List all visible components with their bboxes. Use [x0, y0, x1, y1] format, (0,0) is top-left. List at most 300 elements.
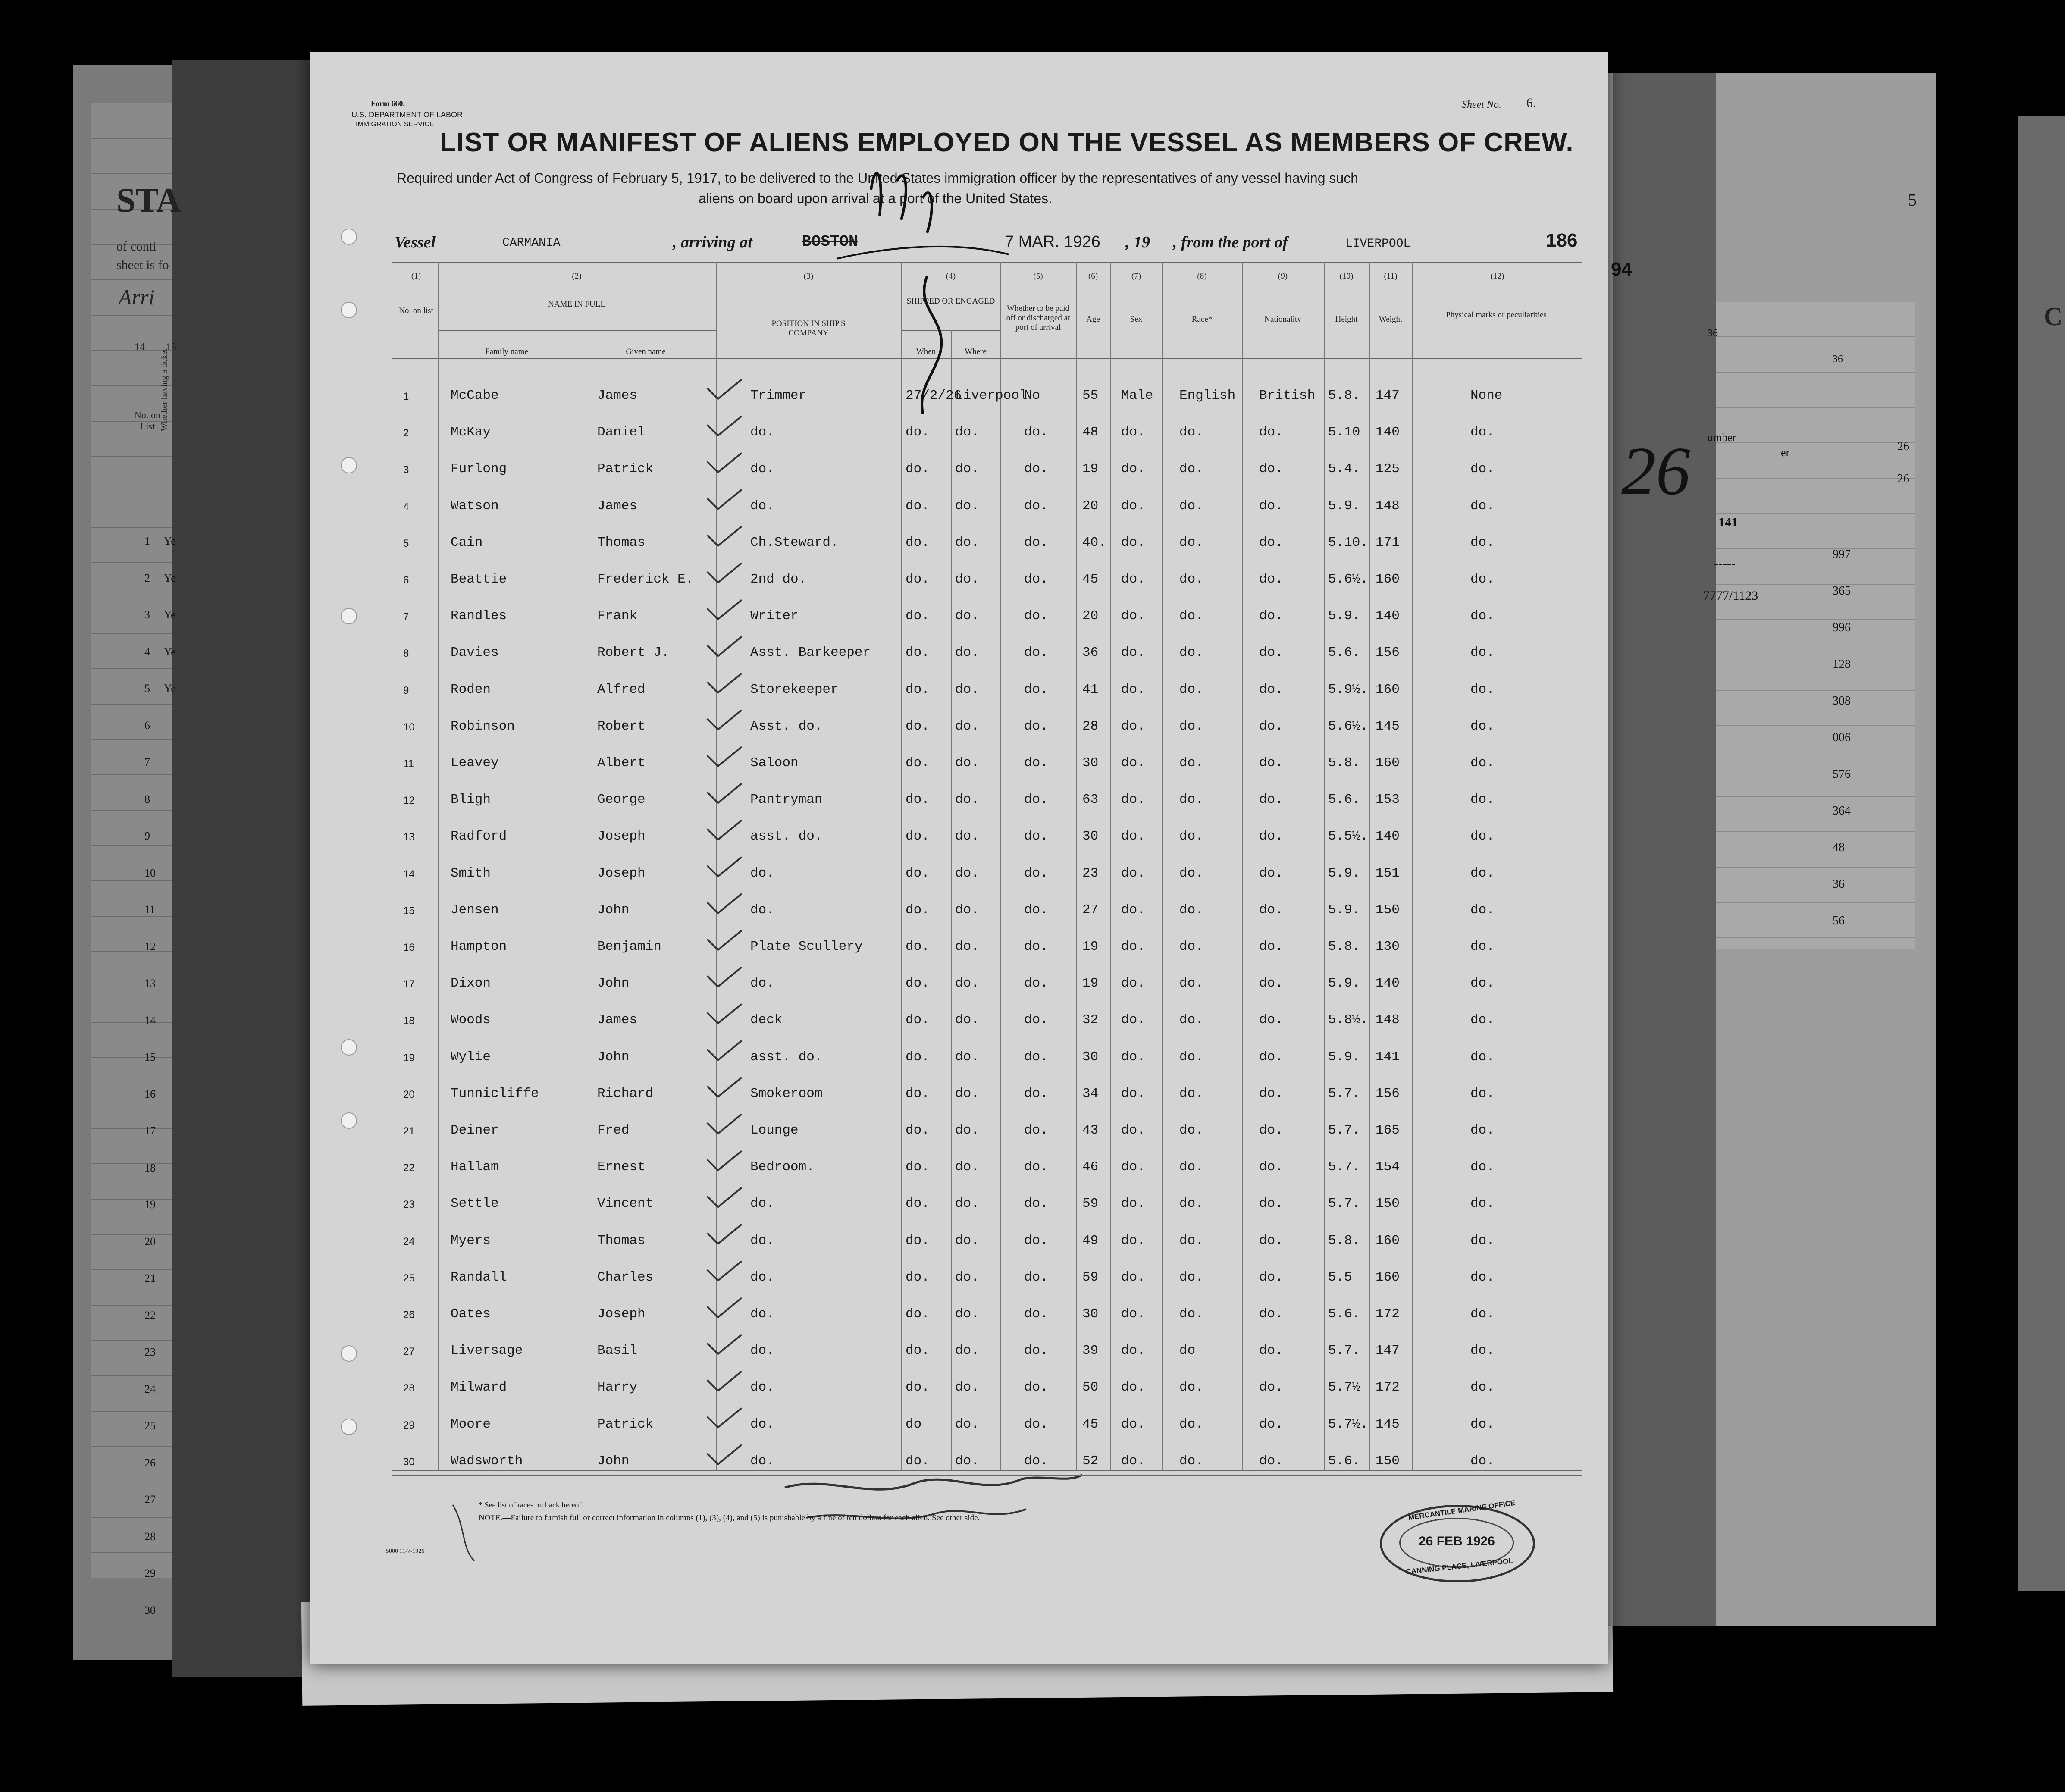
cell-shipped-when: do. — [906, 718, 930, 734]
cell-position: asst. do. — [750, 829, 823, 844]
checkmark — [707, 563, 742, 583]
left-row-number: 20 — [144, 1235, 156, 1248]
cell-nationality: do. — [1259, 718, 1283, 734]
left-yes-mark: Ye — [164, 535, 176, 547]
cell-race: do. — [1179, 682, 1203, 697]
cell-race: do. — [1179, 976, 1203, 991]
background-page-right-dark — [1613, 73, 1716, 1626]
cell-row-number: 28 — [403, 1382, 415, 1394]
left-row-number: 28 — [144, 1530, 156, 1543]
cell-physical-marks: do. — [1470, 572, 1495, 587]
right-col-number: 94 — [1611, 259, 1632, 280]
left-col14: 14 — [135, 341, 145, 353]
cell-race: do. — [1179, 792, 1203, 808]
cell-sex: do. — [1121, 755, 1145, 771]
cell-shipped-where: do. — [955, 1233, 979, 1248]
cell-paid-off: do. — [1024, 1012, 1048, 1028]
cell-position: Bedroom. — [750, 1159, 815, 1175]
cell-shipped-where: do. — [955, 1343, 979, 1359]
left-row-number: 16 — [144, 1087, 156, 1100]
cell-paid-off: do. — [1024, 608, 1048, 624]
checkmark — [707, 416, 742, 435]
cell-shipped-when: do. — [906, 608, 930, 624]
cell-position: 2nd do. — [750, 572, 807, 587]
col9-label: Nationality — [1264, 315, 1301, 324]
cell-given-name: Patrick — [597, 461, 654, 477]
cell-race: do. — [1179, 608, 1203, 624]
cell-row-number: 5 — [403, 537, 409, 549]
cell-position: do. — [750, 1269, 774, 1285]
cell-physical-marks: do. — [1470, 1233, 1495, 1248]
cell-position: Asst. Barkeeper — [750, 645, 871, 661]
cell-physical-marks: do. — [1470, 425, 1495, 440]
cell-nationality: do. — [1259, 1196, 1283, 1212]
left-line2: sheet is fo — [116, 258, 169, 272]
cell-shipped-where: do. — [955, 792, 979, 808]
cell-shipped-where: do. — [955, 1123, 979, 1138]
col12-label: Physical marks or peculiarities — [1446, 310, 1547, 320]
left-row-number: 10 — [144, 866, 156, 879]
cell-nationality: do. — [1259, 792, 1283, 808]
cell-family-name: Beattie — [451, 572, 507, 587]
cell-sex: do. — [1121, 1343, 1145, 1359]
cell-height: 5.7. — [1328, 1343, 1360, 1359]
cell-age: 27 — [1082, 902, 1099, 918]
cell-position: Ch.Steward. — [750, 535, 839, 550]
cell-family-name: Watson — [451, 498, 499, 514]
cell-position: do. — [750, 1380, 774, 1395]
cell-nationality: do. — [1259, 865, 1283, 881]
cell-paid-off: do. — [1024, 682, 1048, 697]
left-row-number: 4 — [144, 645, 150, 658]
cell-nationality: do. — [1259, 1416, 1283, 1432]
mercantile-marine-stamp — [1380, 1498, 1535, 1582]
cell-shipped-when: do. — [906, 1086, 930, 1101]
checkmark — [707, 1371, 742, 1391]
stamp-bottom-text: CANNING PLACE, LIVERPOOL — [1405, 1557, 1513, 1576]
cell-family-name: Bligh — [451, 792, 491, 808]
cell-weight: 147 — [1376, 388, 1400, 403]
left-row-number: 11 — [144, 903, 156, 916]
cell-race: do. — [1179, 1049, 1203, 1065]
cell-position: Writer — [750, 608, 799, 624]
col2-given: Given name — [626, 347, 666, 356]
cell-weight: 140 — [1376, 425, 1400, 440]
cell-row-number: 27 — [403, 1346, 415, 1358]
cell-race: English — [1179, 388, 1236, 403]
cell-nationality: do. — [1259, 1380, 1283, 1395]
cell-race: do. — [1179, 572, 1203, 587]
cell-sex: do. — [1121, 535, 1145, 550]
cell-sex: do. — [1121, 976, 1145, 991]
cell-physical-marks: do. — [1470, 498, 1495, 514]
cell-family-name: Roden — [451, 682, 491, 697]
cell-sex: do. — [1121, 865, 1145, 881]
cell-given-name: Ernest — [597, 1159, 646, 1175]
checkmark — [707, 1445, 742, 1464]
cell-position: do. — [750, 1453, 774, 1469]
checkmark — [707, 526, 742, 546]
cell-given-name: Frank — [597, 608, 638, 624]
cell-weight: 154 — [1376, 1159, 1400, 1175]
cell-given-name: Basil — [597, 1343, 638, 1359]
left-row-number: 14 — [144, 1014, 156, 1027]
department-label: U.S. DEPARTMENT OF LABOR — [351, 110, 463, 119]
cell-physical-marks: do. — [1470, 755, 1495, 771]
col9-num: (9) — [1278, 272, 1288, 281]
cell-given-name: Albert — [597, 755, 646, 771]
manifest-sheet — [310, 52, 1608, 1664]
left-no-on-list: No. on List — [135, 410, 160, 432]
cell-shipped-where: do. — [955, 865, 979, 881]
cell-height: 5.8. — [1328, 939, 1360, 954]
cell-position: Saloon — [750, 755, 799, 771]
cell-shipped-where: do. — [955, 1269, 979, 1285]
checkmark — [707, 967, 742, 987]
cell-family-name: Furlong — [451, 461, 507, 477]
cell-paid-off: No — [1024, 388, 1040, 403]
cell-age: 28 — [1082, 718, 1099, 734]
col6-num: (6) — [1088, 272, 1098, 281]
cell-given-name: Charles — [597, 1269, 654, 1285]
cell-paid-off: do. — [1024, 572, 1048, 587]
cell-sex: do. — [1121, 1233, 1145, 1248]
col2-family: Family name — [485, 347, 528, 356]
cell-position: do. — [750, 425, 774, 440]
left-row-number: 2 — [144, 571, 150, 584]
cell-row-number: 6 — [403, 574, 409, 586]
cell-physical-marks: do. — [1470, 865, 1495, 881]
cell-sex: do. — [1121, 1306, 1145, 1322]
left-row-number: 12 — [144, 940, 156, 953]
checkmark — [707, 1078, 742, 1097]
left-yes-mark: Ye — [164, 608, 176, 621]
cell-height: 5.6. — [1328, 792, 1360, 808]
cell-nationality: do. — [1259, 1233, 1283, 1248]
left-row-number: 13 — [144, 977, 156, 990]
left-row-number: 17 — [144, 1125, 156, 1137]
cell-family-name: Wadsworth — [451, 1453, 523, 1469]
cell-shipped-when: do. — [906, 1306, 930, 1322]
cell-paid-off: do. — [1024, 1233, 1048, 1248]
cell-height: 5.8. — [1328, 1233, 1360, 1248]
arriving-port: BOSTON — [802, 233, 858, 251]
cell-family-name: Leavey — [451, 755, 499, 771]
cell-sex: do. — [1121, 1123, 1145, 1138]
cell-shipped-where: do. — [955, 1049, 979, 1065]
cell-paid-off: do. — [1024, 1306, 1048, 1322]
cell-shipped-when: do. — [906, 645, 930, 661]
cell-sex: do. — [1121, 645, 1145, 661]
cell-race: do. — [1179, 425, 1203, 440]
sheet-no-label: Sheet No. — [1462, 99, 1501, 110]
cell-age: 40. — [1082, 535, 1106, 550]
cell-paid-off: do. — [1024, 792, 1048, 808]
cell-height: 5.5 — [1328, 1269, 1352, 1285]
cell-weight: 147 — [1376, 1343, 1400, 1359]
cell-shipped-where: do. — [955, 425, 979, 440]
col3-label: POSITION IN SHIP'S COMPANY — [771, 319, 846, 338]
cell-height: 5.6½. — [1328, 572, 1369, 587]
checkmark — [707, 453, 742, 472]
checkmark — [707, 747, 742, 766]
left-row-number: 6 — [144, 719, 150, 732]
cell-position: deck — [750, 1012, 783, 1028]
cell-given-name: John — [597, 1049, 630, 1065]
cell-age: 19 — [1082, 939, 1099, 954]
cell-physical-marks: do. — [1470, 682, 1495, 697]
cell-position: do. — [750, 1416, 774, 1432]
cell-weight: 172 — [1376, 1380, 1400, 1395]
cell-row-number: 7 — [403, 611, 409, 623]
col11-label: Weight — [1379, 315, 1403, 324]
left-row-number: 22 — [144, 1309, 156, 1322]
cell-height: 5.10. — [1328, 535, 1369, 550]
cell-sex: do. — [1121, 1416, 1145, 1432]
cell-race: do. — [1179, 718, 1203, 734]
cell-paid-off: do. — [1024, 461, 1048, 477]
cell-age: 20 — [1082, 498, 1099, 514]
col5-num: (5) — [1033, 272, 1043, 281]
cell-given-name: Thomas — [597, 1233, 646, 1248]
background-page-right-ruled — [1708, 302, 1915, 949]
cell-shipped-where: do. — [955, 1159, 979, 1175]
cell-family-name: Tunnicliffe — [451, 1086, 539, 1101]
cell-sex: do. — [1121, 902, 1145, 918]
checkmark — [707, 710, 742, 730]
cell-weight: 125 — [1376, 461, 1400, 477]
cell-physical-marks: do. — [1470, 1196, 1495, 1212]
cell-sex: do. — [1121, 1012, 1145, 1028]
checkmark — [707, 1298, 742, 1317]
cell-shipped-where: do. — [955, 461, 979, 477]
cell-weight: 150 — [1376, 1196, 1400, 1212]
col1-label: No. on list — [399, 306, 433, 315]
sheet-no-value: 6. — [1526, 96, 1536, 110]
col2-num: (2) — [572, 272, 582, 281]
far-right-c: C — [2044, 302, 2063, 331]
cell-height: 5.8. — [1328, 388, 1360, 403]
cell-nationality: do. — [1259, 1086, 1283, 1101]
col4-where: Where — [965, 347, 987, 356]
cell-race: do. — [1179, 755, 1203, 771]
cell-physical-marks: do. — [1470, 1086, 1495, 1101]
cell-position: do. — [750, 498, 774, 514]
cell-physical-marks: do. — [1470, 1306, 1495, 1322]
cell-given-name: John — [597, 1453, 630, 1469]
cell-paid-off: do. — [1024, 939, 1048, 954]
cell-nationality: British — [1259, 388, 1316, 403]
print-code: 5000 11-7-1926 — [386, 1548, 425, 1554]
right-row-number: 56 — [1833, 914, 1845, 927]
left-row-number: 25 — [144, 1419, 156, 1432]
cell-position: do. — [750, 1233, 774, 1248]
checkmark — [707, 857, 742, 877]
cell-row-number: 17 — [403, 978, 415, 990]
cell-age: 49 — [1082, 1233, 1099, 1248]
left-arriv: Arri — [119, 285, 155, 309]
cell-given-name: James — [597, 388, 638, 403]
cell-given-name: James — [597, 1012, 638, 1028]
cell-row-number: 15 — [403, 905, 415, 917]
cell-weight: 145 — [1376, 718, 1400, 734]
cell-shipped-when: do. — [906, 1123, 930, 1138]
cell-physical-marks: do. — [1470, 1159, 1495, 1175]
cell-weight: 141 — [1376, 1049, 1400, 1065]
right-row-number: 36 — [1833, 877, 1845, 891]
cell-family-name: Woods — [451, 1012, 491, 1028]
checkmark — [707, 600, 742, 619]
left-row-number: 24 — [144, 1382, 156, 1395]
cell-position: Pantryman — [750, 792, 823, 808]
cell-weight: 140 — [1376, 829, 1400, 844]
right-value-dash: ----- — [1714, 556, 1736, 570]
form-number: Form 660. — [371, 99, 405, 108]
cell-paid-off: do. — [1024, 425, 1048, 440]
checkmark — [707, 1114, 742, 1134]
cell-row-number: 25 — [403, 1272, 415, 1284]
cell-weight: 160 — [1376, 572, 1400, 587]
cell-family-name: McKay — [451, 425, 491, 440]
cell-height: 5.4. — [1328, 461, 1360, 477]
cell-weight: 151 — [1376, 865, 1400, 881]
cell-weight: 160 — [1376, 682, 1400, 697]
cell-position: Smokeroom — [750, 1086, 823, 1101]
cell-shipped-where: do. — [955, 1416, 979, 1432]
cell-physical-marks: None — [1470, 388, 1503, 403]
cell-family-name: Dixon — [451, 976, 491, 991]
cell-given-name: John — [597, 976, 630, 991]
cell-shipped-where: do. — [955, 645, 979, 661]
cell-shipped-when: do. — [906, 535, 930, 550]
right-row-number: 997 — [1833, 548, 1851, 561]
cell-shipped-when: do. — [906, 1343, 930, 1359]
left-tickets-label: Whether having a ticket — [160, 348, 169, 431]
cell-physical-marks: do. — [1470, 461, 1495, 477]
cell-shipped-where: do. — [955, 608, 979, 624]
left-row-number: 30 — [144, 1604, 156, 1617]
cell-given-name: George — [597, 792, 646, 808]
cell-position: do. — [750, 1343, 774, 1359]
col4-label: SHIPPED OR ENGAGED — [906, 297, 995, 306]
cell-shipped-when: do. — [906, 755, 930, 771]
left-yes-mark: Ye — [164, 682, 176, 695]
cell-shipped-when: do. — [906, 1012, 930, 1028]
cell-shipped-when: do. — [906, 1233, 930, 1248]
cell-position: do. — [750, 461, 774, 477]
left-row-number: 29 — [144, 1567, 156, 1579]
cell-paid-off: do. — [1024, 1380, 1048, 1395]
cell-shipped-where: do. — [955, 1306, 979, 1322]
cell-paid-off: do. — [1024, 1196, 1048, 1212]
checkmark — [707, 674, 742, 693]
cell-paid-off: do. — [1024, 902, 1048, 918]
cell-sex: do. — [1121, 608, 1145, 624]
cell-paid-off: do. — [1024, 829, 1048, 844]
cell-paid-off: do. — [1024, 1159, 1048, 1175]
cell-given-name: Frederick E. — [597, 572, 694, 587]
cell-shipped-when: do. — [906, 976, 930, 991]
cell-height: 5.9. — [1328, 976, 1360, 991]
right-row-number: 48 — [1833, 841, 1845, 854]
cell-paid-off: do. — [1024, 755, 1048, 771]
cell-weight: 156 — [1376, 645, 1400, 661]
checkmark — [707, 894, 742, 913]
cell-physical-marks: do. — [1470, 535, 1495, 550]
cell-race: do — [1179, 1343, 1196, 1359]
cell-weight: 160 — [1376, 1233, 1400, 1248]
subtitle-line2: aliens on board upon arrival at a port of the United States. — [699, 191, 1053, 206]
cell-row-number: 13 — [403, 831, 415, 843]
cell-sex: do. — [1121, 1049, 1145, 1065]
col8-label: Race* — [1191, 315, 1213, 324]
cell-shipped-when: do. — [906, 461, 930, 477]
col12-num: (12) — [1490, 272, 1504, 281]
cell-position: do. — [750, 902, 774, 918]
cell-height: 5.7½ — [1328, 1380, 1360, 1395]
cell-age: 39 — [1082, 1343, 1099, 1359]
cell-age: 20 — [1082, 608, 1099, 624]
cell-nationality: do. — [1259, 1123, 1283, 1138]
left-row-number: 18 — [144, 1161, 156, 1174]
cell-height: 5.9½. — [1328, 682, 1369, 697]
cell-given-name: Robert — [597, 718, 646, 734]
page-title: LIST OR MANIFEST OF ALIENS EMPLOYED ON THE VESSEL AS MEMBERS OF CREW. — [440, 128, 1574, 157]
checkmark — [707, 1261, 742, 1281]
left-sheet-header: STA — [116, 182, 181, 219]
cell-sex: do. — [1121, 1453, 1145, 1469]
right-handwritten-26: 26 — [1621, 432, 1690, 509]
cell-age: 30 — [1082, 829, 1099, 844]
cell-weight: 172 — [1376, 1306, 1400, 1322]
cell-shipped-when: do. — [906, 498, 930, 514]
cell-given-name: Daniel — [597, 425, 646, 440]
cell-race: do. — [1179, 865, 1203, 881]
cell-shipped-where: do. — [955, 682, 979, 697]
footer-rule — [392, 1475, 1582, 1476]
cell-paid-off: do. — [1024, 1123, 1048, 1138]
cell-physical-marks: do. — [1470, 1343, 1495, 1359]
right-label-36b: 36 — [1833, 354, 1843, 365]
cell-family-name: McCabe — [451, 388, 499, 403]
cell-shipped-when: do. — [906, 939, 930, 954]
cell-given-name: Benjamin — [597, 939, 661, 954]
cell-age: 45 — [1082, 1416, 1099, 1432]
cell-sex: do. — [1121, 1159, 1145, 1175]
cell-position: do. — [750, 1196, 774, 1212]
cell-row-number: 3 — [403, 464, 409, 476]
cell-age: 46 — [1082, 1159, 1099, 1175]
cell-nationality: do. — [1259, 829, 1283, 844]
cell-given-name: Thomas — [597, 535, 646, 550]
cell-shipped-where: do. — [955, 939, 979, 954]
cell-shipped-where: do. — [955, 572, 979, 587]
cell-nationality: do. — [1259, 498, 1283, 514]
vessel-name: CARMANIA — [502, 236, 561, 250]
left-line1: of conti — [116, 239, 157, 254]
col7-num: (7) — [1131, 272, 1141, 281]
cell-paid-off: do. — [1024, 1453, 1048, 1469]
left-yes-mark: Ye — [164, 571, 176, 584]
col4-when: When — [916, 347, 936, 356]
service-label: IMMIGRATION SERVICE — [356, 121, 434, 128]
left-yes-mark: Ye — [164, 645, 176, 658]
cell-row-number: 22 — [403, 1162, 415, 1174]
cell-age: 19 — [1082, 461, 1099, 477]
cell-age: 36 — [1082, 645, 1099, 661]
cell-given-name: Harry — [597, 1380, 638, 1395]
cell-family-name: Hampton — [451, 939, 507, 954]
